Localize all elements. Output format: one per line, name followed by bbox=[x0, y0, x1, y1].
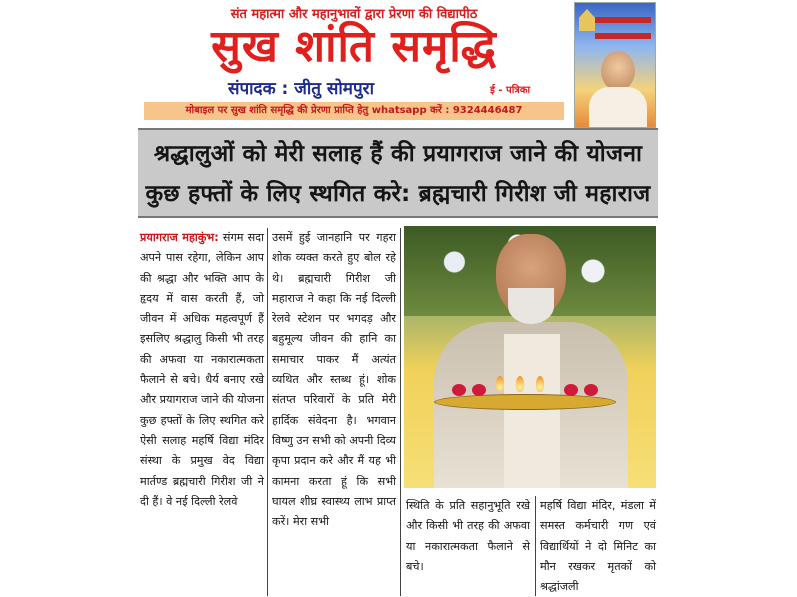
flower-icon bbox=[452, 384, 466, 396]
poster-band bbox=[595, 17, 651, 23]
headline-line-1: श्रद्धालुओं को मेरी सलाह हैं की प्रयागराज जाने की योजना bbox=[153, 141, 643, 167]
edition-label: ई - पत्रिका bbox=[490, 85, 531, 96]
masthead-title: सुख शांति समृद्धि bbox=[211, 21, 497, 72]
poster-robe bbox=[589, 87, 647, 127]
aarti-plate bbox=[434, 394, 616, 410]
column-4-text: महर्षि विद्या मंदिर, मंडला में समस्त कर्मचारी गण एवं विद्यार्थियों ने दो मिनिट का मौन रखकर मृतकों को श्रद्धांजली bbox=[540, 499, 656, 594]
brahmachari-aarti-photo bbox=[404, 226, 656, 488]
temple-icon bbox=[579, 9, 595, 31]
article-column-1 bbox=[140, 228, 264, 512]
beard bbox=[508, 288, 554, 324]
column-divider bbox=[535, 496, 536, 596]
masthead bbox=[138, 0, 570, 124]
robe bbox=[504, 334, 560, 488]
column-2-text: उसमें हुई जानहानि पर गहरा शोक व्यक्त करते हुए बोल रहे थे। ब्रह्मचारी गिरीश जी महाराज ने कहा कि नई दिल्ली रेलवे स्टेशन पर भगदड़ और बहुमूल्य जीवन की हानि का समाचार पाकर मैं अत्यंत व्यथित और स्तब्ध हूं। शोक संतप्त परिवारों के प्रति मेरी हार्दिक संवेदना है। भगवान विष्णु उन सभी को अपनी दिव्य कृपा प्रदान करे और मैं यह भी कामना करता हूं कि सभी घायल शीघ्र स्वास्थ्य लाभ प्राप्त करें। मेरा सभी bbox=[272, 231, 396, 529]
column-3-text: स्थिति के प्रति सहानुभूति रखे और किसी भी तरह की अफवा या नकारात्मकता फैलाने से बचे। bbox=[406, 499, 530, 573]
flower-icon bbox=[564, 384, 578, 396]
column-1-text: संगम सदा अपने पास रहेगा, लेकिन आप की श्रद्धा और भक्ति आप के हृदय में वास करती हैं, जो जीवन में अधिक महत्वपूर्ण हैं इसलिए श्रद्धालु किसी भी तरह की अफवा या नकारात्मकता फैलाने से बचे। धैर्य बनाए रखे और प्रयागराज जाने की योजना कुछ हफ्तों के लिए स्थगित करे ऐसी सलाह महर्षि विद्या मंदिर संस्था के प्रमुख वेद विद्या मार्तण्ड ब्रह्मचारी गिरीश जी ने दी हैं। वे नई दिल्ली रेलवे bbox=[140, 231, 264, 508]
event-poster-image bbox=[574, 2, 656, 128]
article-column-2 bbox=[272, 228, 396, 532]
masthead-tagline: संत महात्मा और महानुभावों द्वारा प्रेरणा की विद्यापीठ bbox=[230, 7, 478, 22]
flower-icon bbox=[472, 384, 486, 396]
headline-banner bbox=[138, 128, 658, 218]
poster-portrait bbox=[601, 51, 635, 91]
editor-credit: संपादक : जीतु सोमपुरा bbox=[228, 79, 374, 99]
article-column-3 bbox=[406, 496, 530, 577]
lamp-flame-icon bbox=[516, 376, 524, 392]
whatsapp-banner: मोबाइल पर सुख शांति समृद्धि की प्रेरणा प्राप्ति हेतु whatsapp करें : 9324446487 bbox=[144, 102, 564, 120]
article-column-4 bbox=[540, 496, 656, 597]
lamp-flame-icon bbox=[496, 376, 504, 392]
poster-band bbox=[595, 33, 651, 39]
newspaper-page bbox=[138, 0, 658, 597]
lamp-flame-icon bbox=[536, 376, 544, 392]
headline-line-2: कुछ हफ्तों के लिए स्थगित करे: ब्रह्मचारी गिरीश जी महाराज bbox=[145, 181, 651, 207]
column-divider bbox=[400, 228, 401, 596]
dateline: प्रयागराज महाकुंभ: bbox=[140, 231, 219, 244]
column-divider bbox=[267, 228, 268, 596]
flower-icon bbox=[584, 384, 598, 396]
